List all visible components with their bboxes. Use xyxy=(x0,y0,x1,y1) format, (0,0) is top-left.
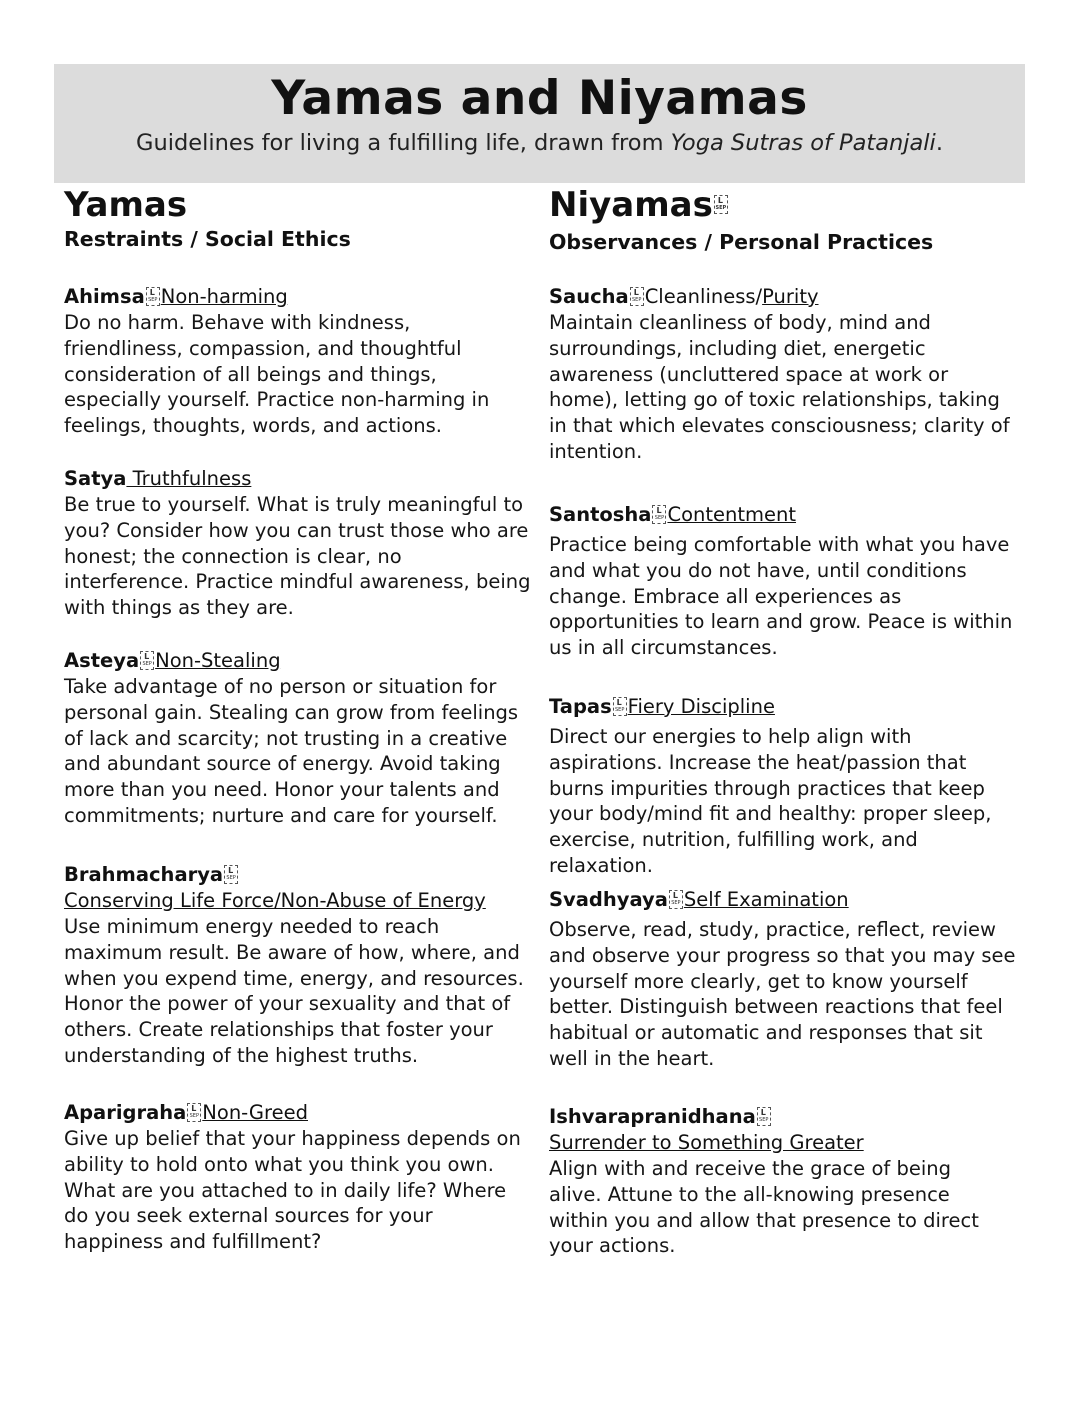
yama-item-ahimsa xyxy=(64,284,532,439)
niyama-item-ishvarapranidhana xyxy=(549,1104,1004,1259)
yama-item-brahmacharya xyxy=(64,862,532,1069)
separator-glyph-icon xyxy=(714,195,728,214)
niyama-item-saucha xyxy=(549,284,1017,465)
item-meaning: Non-Greed xyxy=(202,1101,308,1124)
item-name: Ahimsa xyxy=(64,285,145,308)
subtitle-suffix: . xyxy=(935,130,943,156)
niyamas-subheading: Observances / Personal Practices xyxy=(549,230,934,254)
niyamas-heading xyxy=(549,184,1029,226)
subtitle-prefix: Guidelines for living a fulfilling life, drawn from xyxy=(136,130,671,156)
item-title xyxy=(64,648,534,674)
item-description: Be true to yourself. What is truly meaningful to you? Consider how you can trust those who are honest; the connection is clear, no interference. Practice mindful awareness, being with things as they are. xyxy=(64,493,531,620)
item-description: Observe, read, study, practice, reflect, review and observe your progress so that you may see yourself more clearly, get to know yourself better. Distinguish between reactions that feel habitual or automatic and responses that sit well in the heart. xyxy=(549,918,1016,1070)
separator-glyph-icon xyxy=(224,865,238,884)
item-name: Aparigraha xyxy=(64,1101,187,1124)
item-description: Give up belief that your happiness depends on ability to hold onto what you think you own. What are you attached to in daily life? Where do you seek external sources for your happiness and fulfillment? xyxy=(64,1127,521,1254)
item-title xyxy=(64,284,532,310)
separator-glyph-icon xyxy=(146,287,160,306)
yama-item-aparigraha xyxy=(64,1100,529,1255)
separator-glyph-icon xyxy=(613,697,627,716)
item-description: Take advantage of no person or situation for personal gain. Stealing can grow from feelings of lack and scarcity; not trusting in a creative and abundant source of energy. Avoid taking more than you need. Honor your talents and commitments; nurture and care for yourself. xyxy=(64,675,519,827)
yama-item-satya xyxy=(64,466,532,621)
item-meaning: Truthfulness xyxy=(126,467,252,490)
niyamas-column xyxy=(549,184,1029,1258)
item-name: Tapas xyxy=(549,695,612,718)
separator-glyph-icon xyxy=(187,1103,201,1122)
item-meaning: Conserving Life Force/Non-Abuse of Energy xyxy=(64,889,486,912)
item-meaning: Surrender to Something Greater xyxy=(549,1131,864,1154)
niyama-item-santosha xyxy=(549,502,1021,661)
item-meaning: Cleanliness/ xyxy=(644,285,763,308)
separator-glyph-icon xyxy=(140,651,154,670)
yamas-column xyxy=(64,184,534,1254)
item-description: Maintain cleanliness of body, mind and surroundings, including diet, energetic awareness (uncluttered space at work or home), letting go of toxic relationships, taking in that which elevates consciousness; clarity of intention. xyxy=(549,311,1010,463)
separator-glyph-icon xyxy=(669,890,683,909)
item-name: Svadhyaya xyxy=(549,888,668,911)
item-name: Satya xyxy=(64,467,127,490)
yamas-heading: Yamas xyxy=(64,185,188,225)
header-banner xyxy=(54,64,1025,183)
item-meaning-underlined: Purity xyxy=(762,285,819,308)
item-name: Asteya xyxy=(64,649,140,672)
page-title: Yamas and Niyamas xyxy=(271,71,808,126)
subtitle-source: Yoga Sutras of Patanjali xyxy=(670,130,936,156)
item-title xyxy=(64,466,532,492)
item-name: Brahmacharya xyxy=(64,863,224,886)
niyamas-heading-text: Niyamas xyxy=(549,185,713,225)
item-description: Direct our energies to help align with aspirations. Increase the heat/passion that burns impurities through practices that keep your body/mind fit and healthy: proper sleep, exercise, nutrition, fulfilling work, and relaxation. xyxy=(549,725,992,877)
item-title xyxy=(549,1104,1004,1130)
niyama-item-svadhyaya xyxy=(549,887,1019,1072)
item-title xyxy=(549,502,1021,528)
item-name: Saucha xyxy=(549,285,629,308)
item-title xyxy=(64,862,532,888)
page-subtitle xyxy=(54,128,1025,158)
item-title xyxy=(549,694,1017,720)
item-title xyxy=(549,284,1017,310)
item-meaning: Fiery Discipline xyxy=(627,695,775,718)
item-meaning: Non-harming xyxy=(160,285,288,308)
yama-item-asteya xyxy=(64,648,534,829)
item-title xyxy=(549,887,1019,913)
item-description: Use minimum energy needed to reach maximum result. Be aware of how, where, and when you expend time, energy, and resources. Honor the power of your sexuality and that of others. Create relationships that foster your understanding of the highest truths. xyxy=(64,915,524,1067)
item-name: Santosha xyxy=(549,503,652,526)
separator-glyph-icon xyxy=(652,505,666,524)
separator-glyph-icon xyxy=(757,1107,771,1126)
item-description: Do no harm. Behave with kindness, friendliness, compassion, and thoughtful consideration of all beings and things, especially yourself. Practice non-harming in feelings, thoughts, words, and actions. xyxy=(64,311,490,438)
item-description: Practice being comfortable with what you have and what you do not have, until conditions change. Embrace all experiences as opportunities to learn and grow. Peace is within us in all circumstances. xyxy=(549,533,1013,660)
niyama-item-tapas xyxy=(549,694,1017,879)
item-meaning: Contentment xyxy=(667,503,797,526)
item-meaning: Non-Stealing xyxy=(155,649,281,672)
separator-glyph-icon xyxy=(630,287,644,306)
item-name: Ishvarapranidhana xyxy=(549,1105,756,1128)
item-description: Align with and receive the grace of being alive. Attune to the all-knowing presence within you and allow that presence to direct your actions. xyxy=(549,1157,979,1258)
item-title xyxy=(64,1100,529,1126)
item-meaning: Self Examination xyxy=(683,888,849,911)
yamas-subheading: Restraints / Social Ethics xyxy=(64,227,351,251)
